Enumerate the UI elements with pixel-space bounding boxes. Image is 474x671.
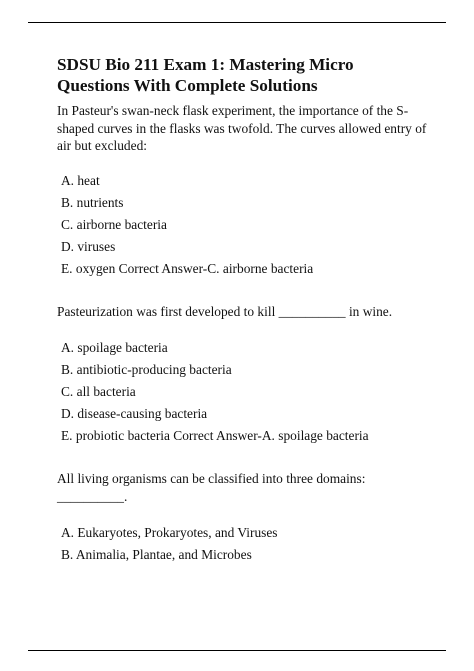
document-title: SDSU Bio 211 Exam 1: Mastering Micro Questions With Complete Solutions	[57, 55, 354, 95]
answer-option: D. viruses	[61, 238, 116, 254]
question-text: Pasteurization was first developed to kill __________ in wine.	[57, 303, 393, 319]
answer-option: B. Animalia, Plantae, and Microbes	[61, 547, 252, 562]
answer-options	[57, 337, 427, 447]
document-content	[57, 54, 427, 566]
answer-option: B. nutrients	[61, 194, 124, 210]
top-rule	[28, 22, 446, 23]
bottom-rule	[28, 650, 446, 651]
answer-option: D. disease-causing bacteria	[61, 406, 208, 421]
question-block	[57, 470, 427, 566]
answer-option: B. antibiotic-producing bacteria	[61, 362, 232, 377]
answer-option: A. Eukaryotes, Prokaryotes, and Viruses	[61, 525, 278, 540]
answer-option: A. heat	[61, 172, 100, 188]
answer-option: E. probiotic bacteria Correct Answer-A. spoilage bacteria	[61, 428, 369, 443]
question-block	[57, 303, 427, 448]
answer-option: E. oxygen Correct Answer-C. airborne bacteria	[61, 260, 314, 276]
answer-option: C. airborne bacteria	[61, 216, 167, 232]
answer-option: C. all bacteria	[61, 384, 136, 399]
question-block	[57, 102, 427, 280]
answer-options	[57, 522, 427, 566]
question-text: In Pasteur's swan-neck flask experiment, the importance of the S-shaped curves in the flasks was twofold. The curves allowed entry of air but excluded:	[57, 103, 427, 153]
answer-option: A. spoilage bacteria	[61, 340, 168, 355]
answer-options	[57, 170, 427, 280]
question-text: All living organisms can be classified into three domains: __________.	[57, 471, 366, 504]
